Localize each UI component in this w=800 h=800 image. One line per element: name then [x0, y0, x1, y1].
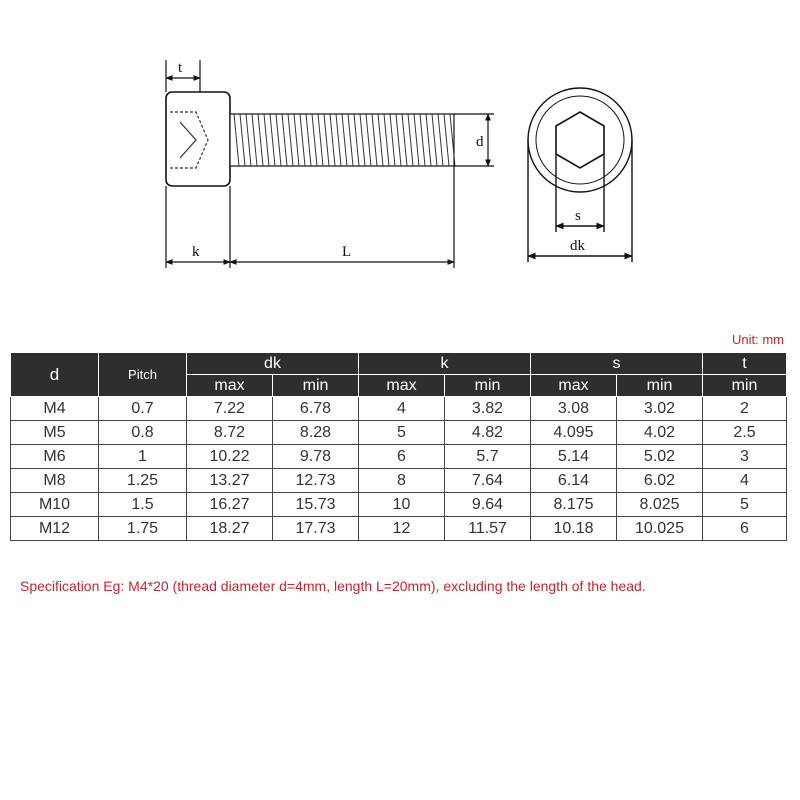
- table-cell: 4: [359, 397, 445, 421]
- table-cell: M10: [11, 493, 99, 517]
- table-cell: M12: [11, 517, 99, 541]
- table-cell: 10: [359, 493, 445, 517]
- table-cell: 8.025: [617, 493, 703, 517]
- label-L: L: [342, 244, 352, 260]
- table-cell: 15.73: [273, 493, 359, 517]
- table-cell: 0.7: [99, 397, 187, 421]
- table-cell: 13.27: [187, 469, 273, 493]
- table-cell: 3.02: [617, 397, 703, 421]
- table-row: [11, 517, 787, 541]
- table-cell: 8.72: [187, 421, 273, 445]
- table-cell: 6.14: [531, 469, 617, 493]
- table-cell: 6: [703, 517, 787, 541]
- side-view: [166, 60, 494, 268]
- table-cell: 3.82: [445, 397, 531, 421]
- table-cell: 6: [359, 445, 445, 469]
- table-row: [11, 493, 787, 517]
- table-cell: M6: [11, 445, 99, 469]
- table-cell: 2.5: [703, 421, 787, 445]
- table-cell: 4.02: [617, 421, 703, 445]
- table-cell: 11.57: [445, 517, 531, 541]
- table-cell: 5.7: [445, 445, 531, 469]
- table-cell: 12.73: [273, 469, 359, 493]
- table-cell: 1.5: [99, 493, 187, 517]
- table-row: [11, 469, 787, 493]
- table-cell: 7.22: [187, 397, 273, 421]
- table-body: [11, 397, 787, 541]
- table-cell: 7.64: [445, 469, 531, 493]
- table-cell: 5: [359, 421, 445, 445]
- table-row: [11, 421, 787, 445]
- table-cell: 4: [703, 469, 787, 493]
- subheader-s-min: min: [617, 375, 703, 397]
- head-outer-circle: [528, 88, 632, 192]
- table-cell: 1: [99, 445, 187, 469]
- subheader-dk-min: min: [273, 375, 359, 397]
- header-pitch: Pitch: [99, 353, 187, 397]
- table-cell: 6.78: [273, 397, 359, 421]
- table-cell: M4: [11, 397, 99, 421]
- hex-socket: [556, 112, 604, 168]
- label-dk: dk: [570, 238, 585, 254]
- header-k: k: [359, 353, 531, 375]
- table-cell: 18.27: [187, 517, 273, 541]
- subheader-k-min: min: [445, 375, 531, 397]
- table-cell: 0.8: [99, 421, 187, 445]
- table-cell: 4.095: [531, 421, 617, 445]
- subheader-s-max: max: [531, 375, 617, 397]
- screw-dimension-diagram: [0, 0, 800, 300]
- label-k: k: [192, 244, 200, 260]
- front-view: [528, 88, 632, 262]
- table-cell: 10.22: [187, 445, 273, 469]
- table-cell: 3: [703, 445, 787, 469]
- header-s: s: [531, 353, 703, 375]
- header-dk: dk: [187, 353, 359, 375]
- table-cell: 8.28: [273, 421, 359, 445]
- unit-note: Unit: mm: [732, 332, 784, 347]
- subheader-dk-max: max: [187, 375, 273, 397]
- label-d: d: [476, 134, 484, 150]
- table-row: [11, 445, 787, 469]
- table-cell: 1.25: [99, 469, 187, 493]
- table-row: [11, 397, 787, 421]
- head-inner-circle: [536, 96, 624, 184]
- label-s: s: [575, 208, 581, 224]
- table-cell: M8: [11, 469, 99, 493]
- table-cell: M5: [11, 421, 99, 445]
- spec-table: [10, 352, 787, 541]
- screw-head: [166, 92, 230, 186]
- table-cell: 1.75: [99, 517, 187, 541]
- subheader-k-max: max: [359, 375, 445, 397]
- table-cell: 5.14: [531, 445, 617, 469]
- table-cell: 6.02: [617, 469, 703, 493]
- table-cell: 17.73: [273, 517, 359, 541]
- table-cell: 16.27: [187, 493, 273, 517]
- table-cell: 9.64: [445, 493, 531, 517]
- header-t: t: [703, 353, 787, 375]
- table-cell: 4.82: [445, 421, 531, 445]
- table-cell: 5: [703, 493, 787, 517]
- table-cell: 12: [359, 517, 445, 541]
- table-cell: 8.175: [531, 493, 617, 517]
- table-cell: 3.08: [531, 397, 617, 421]
- table-cell: 5.02: [617, 445, 703, 469]
- label-t: t: [178, 60, 183, 76]
- table-header-row: [11, 353, 787, 375]
- subheader-t-min: min: [703, 375, 787, 397]
- table-cell: 8: [359, 469, 445, 493]
- spec-note: Specification Eg: M4*20 (thread diameter d=4mm, length L=20mm), excluding the length of the head.: [20, 578, 646, 594]
- header-d: d: [11, 353, 99, 397]
- table-cell: 10.025: [617, 517, 703, 541]
- table-cell: 10.18: [531, 517, 617, 541]
- table-cell: 9.78: [273, 445, 359, 469]
- table-cell: 2: [703, 397, 787, 421]
